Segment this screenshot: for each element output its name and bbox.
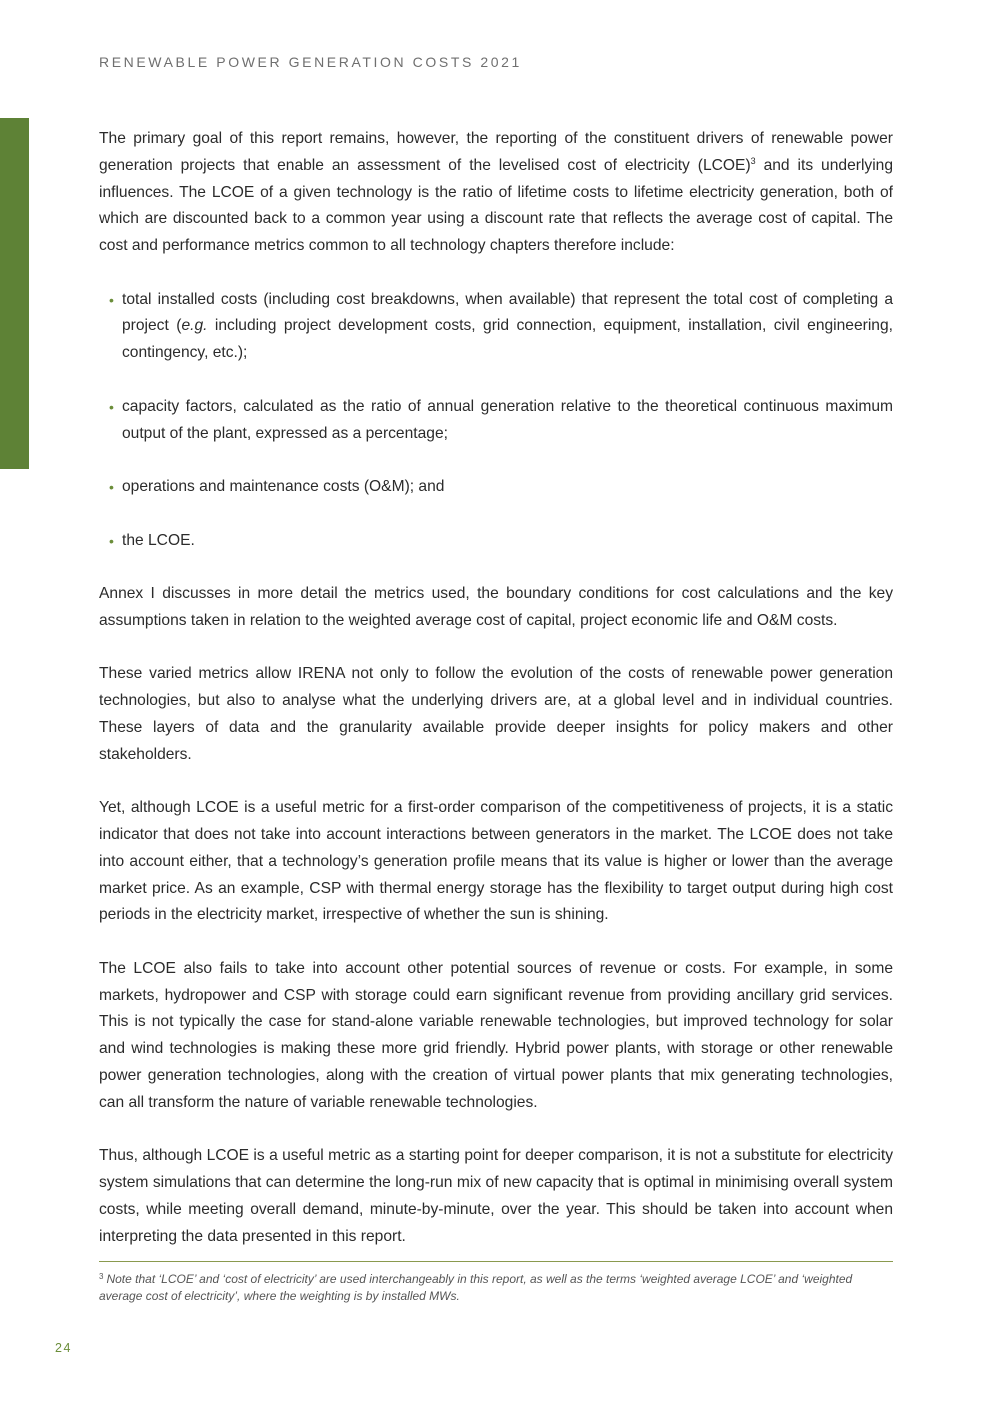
sidebar-accent-bar: [0, 118, 29, 469]
list-item-text: the LCOE.: [122, 531, 195, 549]
footnote-divider: [99, 1261, 893, 1262]
lcoe-limitations-paragraph: Yet, although LCOE is a useful metric for a first-order comparison of the competitiveness of projects, it is a static indicator that does not take into account interactions between generators in the market. The LCOE does not take into account either, that a technology’s generation profile means that its value is higher or lower than the average market price. As an example, CSP with thermal energy storage has the flexibility to target output during high cost periods in the electricity market, irrespective of whether the sun is shining.: [99, 799, 893, 924]
bullet-icon: •: [109, 291, 114, 308]
annex-paragraph: Annex I discusses in more detail the metrics used, the boundary conditions for cost calculations and the key assumptions taken in relation to the weighted average cost of capital, project economic life and O&M costs.: [99, 585, 893, 629]
list-item: [99, 394, 893, 448]
list-item-text: capacity factors, calculated as the ratio of annual generation relative to the theoretical continuous maximum output of the plant, expressed as a percentage;: [122, 397, 893, 442]
list-item-text-continued: including project development costs, grid connection, equipment, installation, civil engineering, contingency, etc.);: [122, 317, 893, 362]
running-header: RENEWABLE POWER GENERATION COSTS 2021: [99, 54, 522, 70]
list-item: [99, 528, 893, 555]
main-content: [99, 126, 893, 1277]
list-item-italic: e.g.: [181, 317, 208, 335]
footnote: [99, 1271, 893, 1305]
bullet-icon: •: [109, 479, 114, 496]
intro-paragraph: [99, 126, 893, 260]
conclusion-paragraph: Thus, although LCOE is a useful metric as a starting point for deeper comparison, it is not a substitute for electricity system simulations that can determine the long-run mix of new capacity that is optimal in minimising overall system costs, while meeting overall demand, minute-by-minute, over the year. This should be taken into account when interpreting the data presented in this report.: [99, 1147, 893, 1245]
list-item: [99, 287, 893, 367]
bullet-icon: •: [109, 532, 114, 549]
page-number: 24: [55, 1341, 72, 1355]
list-item-text: operations and maintenance costs (O&M); and: [122, 478, 445, 496]
footnote-reference[interactable]: 3: [750, 155, 756, 166]
footnote-mark: 3: [99, 1272, 104, 1281]
metrics-paragraph: These varied metrics allow IRENA not only to follow the evolution of the costs of renewable power generation technologies, but also to analyse what the underlying drivers are, at a global level and in individual countries. These layers of data and the granularity available provide deeper insights for policy makers and other stakeholders.: [99, 665, 893, 763]
intro-text: The primary goal of this report remains, however, the reporting of the constituent drivers of renewable power generation projects that enable an assessment of the levelised cost of electricity (LCOE): [99, 130, 893, 174]
revenue-paragraph: The LCOE also fails to take into account other potential sources of revenue or costs. For example, in some markets, hydropower and CSP with storage could earn significant revenue from providing ancillary grid services. This is not typically the case for stand-alone variable renewable technologies, but improved technology for solar and wind technologies is making these more grid friendly. Hybrid power plants, with storage or other renewable power generation technologies, along with the creation of virtual power plants that mix generating technologies, can all transform the nature of variable renewable technologies.: [99, 959, 893, 1111]
list-item-text: total installed costs (including cost breakdowns, when available) that represent the total cost of completing a project (: [122, 290, 893, 335]
footnote-text: Note that ‘LCOE’ and ‘cost of electricity’ are used interchangeably in this report, as well as the terms ‘weighted average LCOE’ and ‘weighted average cost of electricity’, where the weighting is by installed MWs.: [99, 1272, 853, 1303]
metrics-list: [99, 287, 893, 555]
list-item: [99, 474, 893, 501]
intro-text-continued: and its underlying influences. The LCOE of a given technology is the ratio of lifetime costs to lifetime electricity generation, both of which are discounted back to a common year using a discount rate that reflects the average cost of capital. The cost and performance metrics common to all technology chapters therefore include:: [99, 156, 894, 255]
bullet-icon: •: [109, 398, 114, 415]
